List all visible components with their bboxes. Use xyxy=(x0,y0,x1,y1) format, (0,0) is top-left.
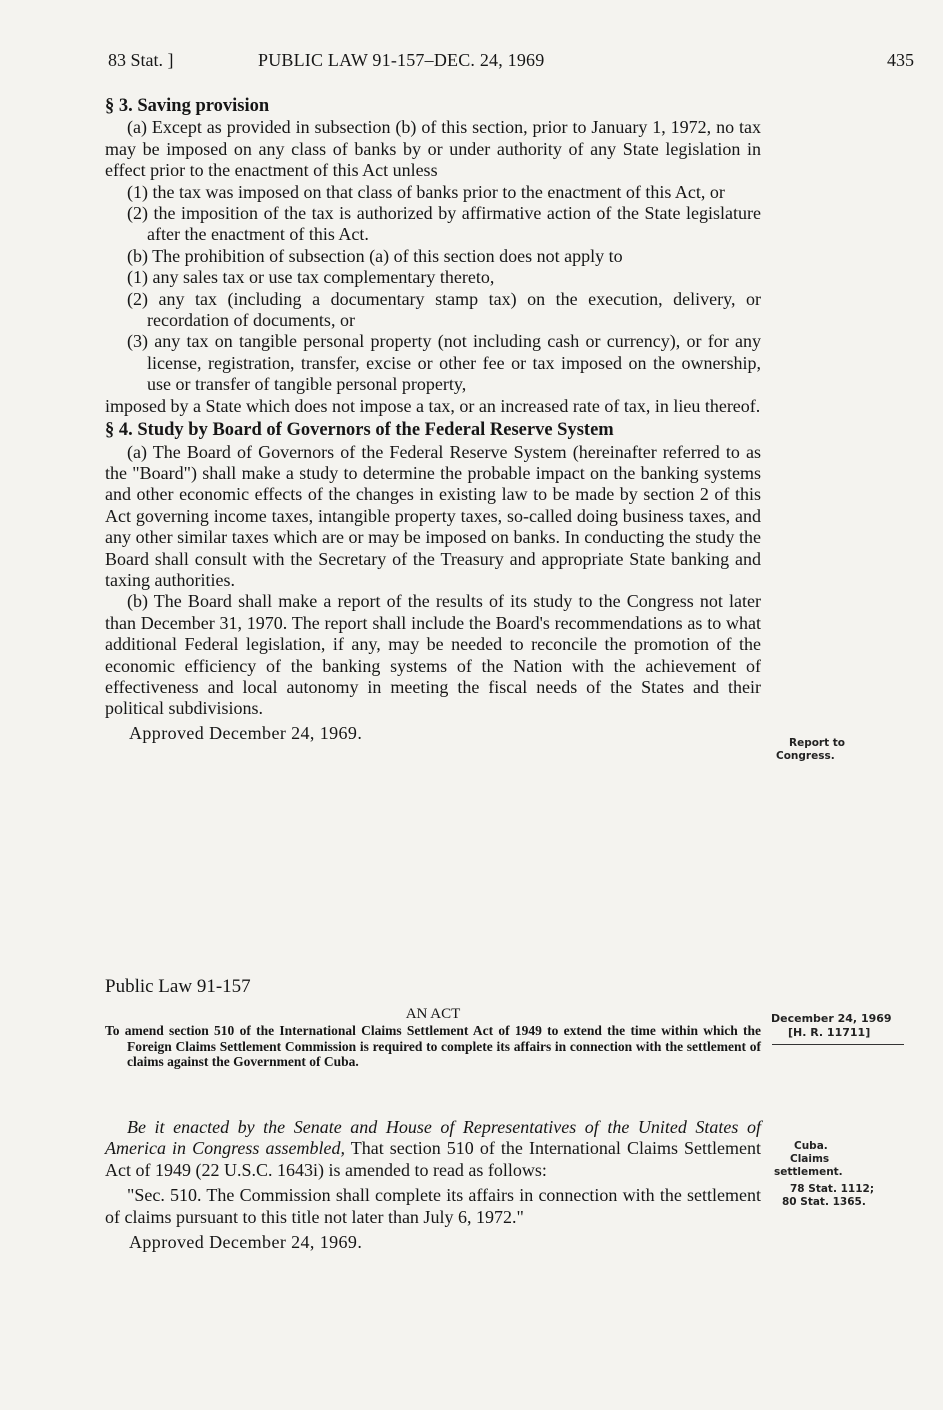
margin-note-report xyxy=(776,737,846,763)
section-3-heading: § 3. Saving provision xyxy=(105,96,270,116)
margin-note-report-line2: Congress. xyxy=(776,750,835,762)
margin-note-report-line1: Report to xyxy=(789,737,846,749)
act-purpose xyxy=(105,1023,761,1070)
an-act-label: AN ACT xyxy=(405,1006,461,1022)
enacting-clause xyxy=(105,1117,761,1181)
section-3-b3: (3) any tax on tangible personal property (not including cash or currency), or for any license, registration, transfer, excise or other fee or tax imposed on the ownership, use or transfer of tangible personal property, xyxy=(127,331,761,395)
page-number: 435 xyxy=(887,50,914,70)
section-510-text: "Sec. 510. The Commission shall complete its affairs in connection with the settlement of claims pursuant to this title not later than July 6, 1972." xyxy=(105,1185,761,1227)
margin-note-bill: [H. R. 11711] xyxy=(788,1026,871,1039)
margin-note-cuba-line3: settlement. xyxy=(774,1166,843,1178)
main-text-column xyxy=(105,96,761,744)
margin-note-stat1: 78 Stat. 1112; xyxy=(790,1183,875,1195)
section-4-heading: § 4. Study by Board of Governors of the Federal Reserve System xyxy=(105,420,614,441)
enacting-clause-rest: That section 510 of the International Claims Settlement Act of 1949 (22 U.S.C. 1643i) is amended to read as follows: xyxy=(105,1138,762,1180)
margin-note-cuba-line1: Cuba. xyxy=(794,1140,828,1152)
act-purpose-text: To amend section 510 of the International Claims Settlement Act of 1949 to extend the time within which the Foreign Claims Settlement Commission is required to complete its affairs in connection with the settlement of claims against the Government of Cuba. xyxy=(105,1023,761,1070)
margin-note-cuba xyxy=(774,1140,843,1179)
section-3-a: (a) Except as provided in subsection (b) of this section, prior to January 1, 1972, no tax may be imposed on any class of banks by or under authority of any State legislation in effect prior to the enactment of this Act unless xyxy=(105,117,761,181)
section-4-a: (a) The Board of Governors of the Federal Reserve System (hereinafter referred to as the "Board") shall make a study to determine the probable impact on the banking systems and other economic effects of the changes in existing law to be made by section 2 of this Act governing income taxes, intangible property taxes, so-called doing business taxes, and any other similar taxes which are or may be imposed on banks. In conducting the study the Board shall consult with the Secretary of the Treasury and appropriate State banking and taxing authorities. xyxy=(105,441,761,590)
approved-date-2: Approved December 24, 1969. xyxy=(129,1232,363,1253)
section-3-b2: (2) any tax (including a documentary stamp tax) on the execution, delivery, or recordation of documents, or xyxy=(127,288,761,331)
section-3-tail: imposed by a State which does not impose a tax, or an increased rate of tax, in lieu thereof. xyxy=(105,395,761,416)
public-law-title: Public Law 91-157 xyxy=(105,976,251,997)
margin-note-date: December 24, 1969 xyxy=(771,1012,892,1025)
section-3-a2: (2) the imposition of the tax is authorized by affirmative action of the State legislature after the enactment of this Act. xyxy=(127,203,761,245)
running-header xyxy=(108,50,914,74)
margin-note-cuba-line2: Claims xyxy=(790,1153,830,1165)
header-statute-ref: 83 Stat. ] xyxy=(108,50,174,70)
section-3-b: (b) The prohibition of subsection (a) of this section does not apply to xyxy=(127,245,623,266)
enacting-text xyxy=(105,1117,761,1253)
section-3-b1: (1) any sales tax or use tax complementary thereto, xyxy=(127,267,495,288)
section-4-b: (b) The Board shall make a report of the results of its study to the Congress not later than December 31, 1970. The report shall include the Board's recommendations as to what additional Federal legislation, if any, may be needed to reconcile the promotion of the economic efficiency of the banking systems of the Nation with the achievement of effectiveness and local autonomy in meeting the fiscal needs of the States and their political subdivisions. xyxy=(105,591,761,719)
header-law-title: PUBLIC LAW 91-157–DEC. 24, 1969 xyxy=(258,50,545,70)
margin-rule xyxy=(772,1044,904,1045)
enacting-clause-italic: Be it enacted by the Senate and House of Representatives of the United States of America in Congress assembled, xyxy=(105,1117,761,1159)
approved-date-1: Approved December 24, 1969. xyxy=(129,722,363,743)
section-3-a1: (1) the tax was imposed on that class of banks prior to the enactment of this Act, or xyxy=(127,181,725,202)
margin-note-stat2: 80 Stat. 1365. xyxy=(782,1196,866,1208)
